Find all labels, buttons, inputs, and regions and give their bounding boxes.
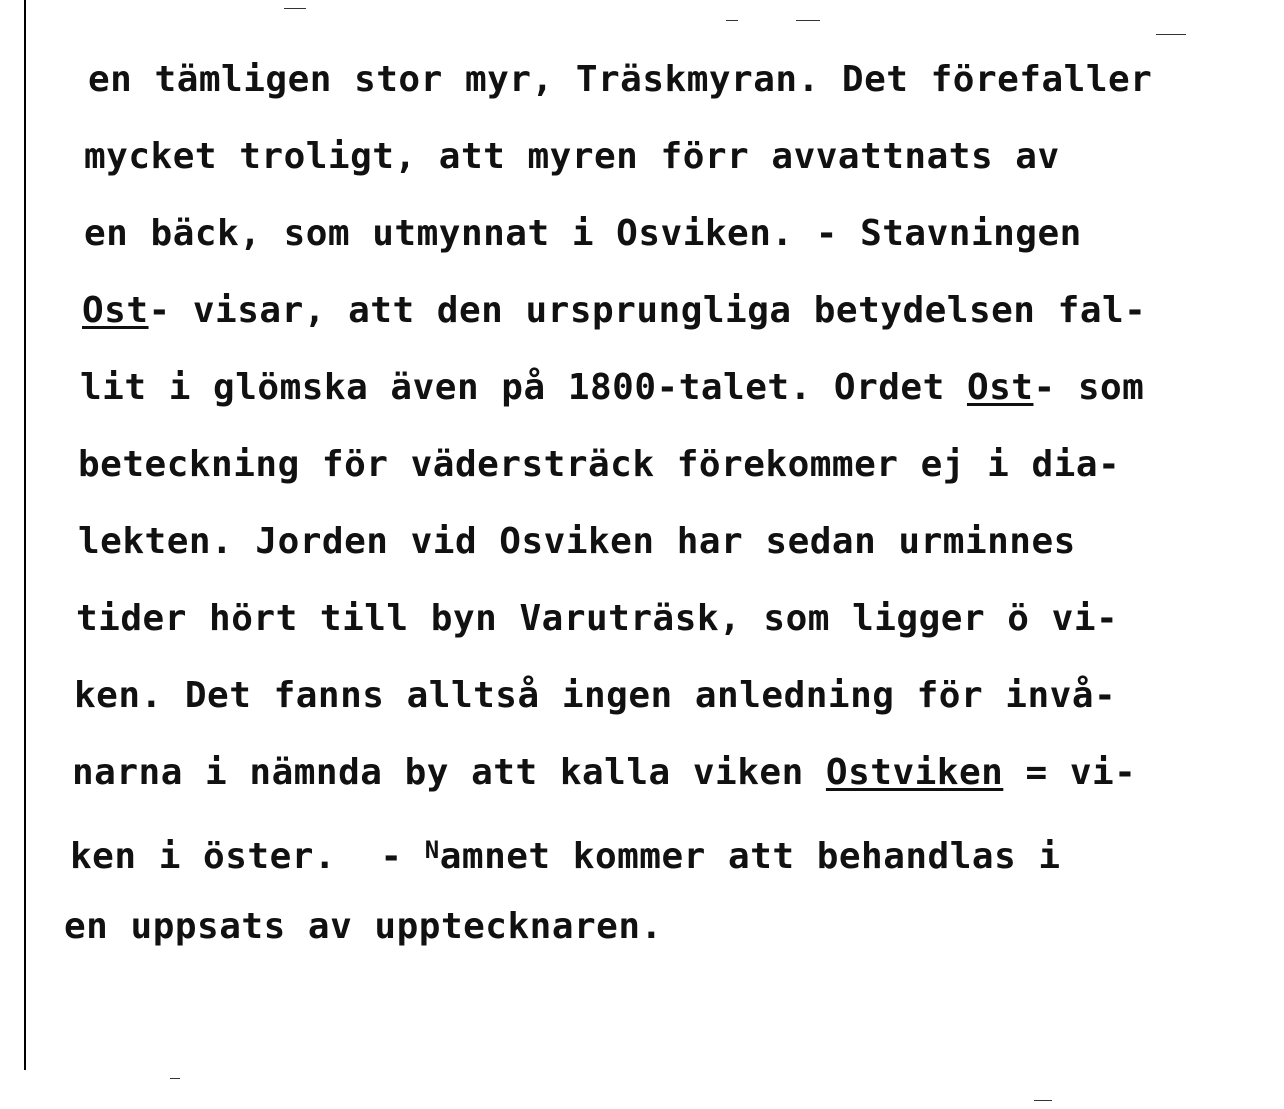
underlined-word: Ostviken xyxy=(825,752,1004,793)
text-segment: amnet kommer att behandlas i xyxy=(439,836,1061,877)
text-line xyxy=(62,752,1277,793)
text-segment: tider hört till byn Varuträsk, som ligger ö vi- xyxy=(76,598,1119,639)
text-line xyxy=(62,213,1277,254)
text-segment: mycket troligt, att myren förr avvattnats av xyxy=(84,136,1060,177)
left-margin-rule xyxy=(24,0,26,1070)
text-segment: en bäck, som utmynnat i Osviken. - Stavningen xyxy=(84,213,1082,254)
text-line xyxy=(62,832,1277,877)
text-line xyxy=(62,59,1277,100)
text-segment: en uppsats av upptecknaren. xyxy=(64,906,663,947)
text-segment: = vi- xyxy=(1003,752,1137,793)
text-segment: beteckning för vädersträck förekommer ej i dia- xyxy=(78,444,1121,485)
scan-speck xyxy=(284,8,306,9)
scan-speck xyxy=(1156,34,1186,35)
text-segment: ken. Det fanns alltså ingen anledning för invå- xyxy=(74,675,1117,716)
text-line xyxy=(62,675,1277,716)
text-segment: lit i glömska även på 1800-talet. Ordet xyxy=(80,367,967,408)
underlined-word: Ost xyxy=(966,367,1034,408)
text-segment: en tämligen stor myr, Träskmyran. Det förefaller xyxy=(88,59,1153,100)
text-line xyxy=(62,598,1277,639)
text-segment: lekten. Jorden vid Osviken har sedan urminnes xyxy=(78,521,1076,562)
text-line xyxy=(62,906,1277,947)
text-segment: N xyxy=(424,836,440,864)
text-segment: narna i nämnda by att kalla viken xyxy=(72,752,826,793)
typed-paragraph xyxy=(62,59,1277,986)
text-line xyxy=(62,444,1277,485)
text-line xyxy=(62,521,1277,562)
scan-speck xyxy=(1034,1100,1052,1101)
text-segment: - visar, att den ursprungliga betydelsen fal- xyxy=(148,290,1147,331)
text-segment: - som xyxy=(1033,367,1145,408)
text-segment: ken i öster. - xyxy=(70,836,425,877)
underlined-word: Ost xyxy=(82,290,149,331)
text-line xyxy=(62,136,1277,177)
scan-speck xyxy=(796,20,820,21)
text-line xyxy=(62,290,1277,331)
scan-speck xyxy=(726,20,738,21)
scan-speck xyxy=(170,1078,180,1079)
text-line xyxy=(62,367,1277,408)
